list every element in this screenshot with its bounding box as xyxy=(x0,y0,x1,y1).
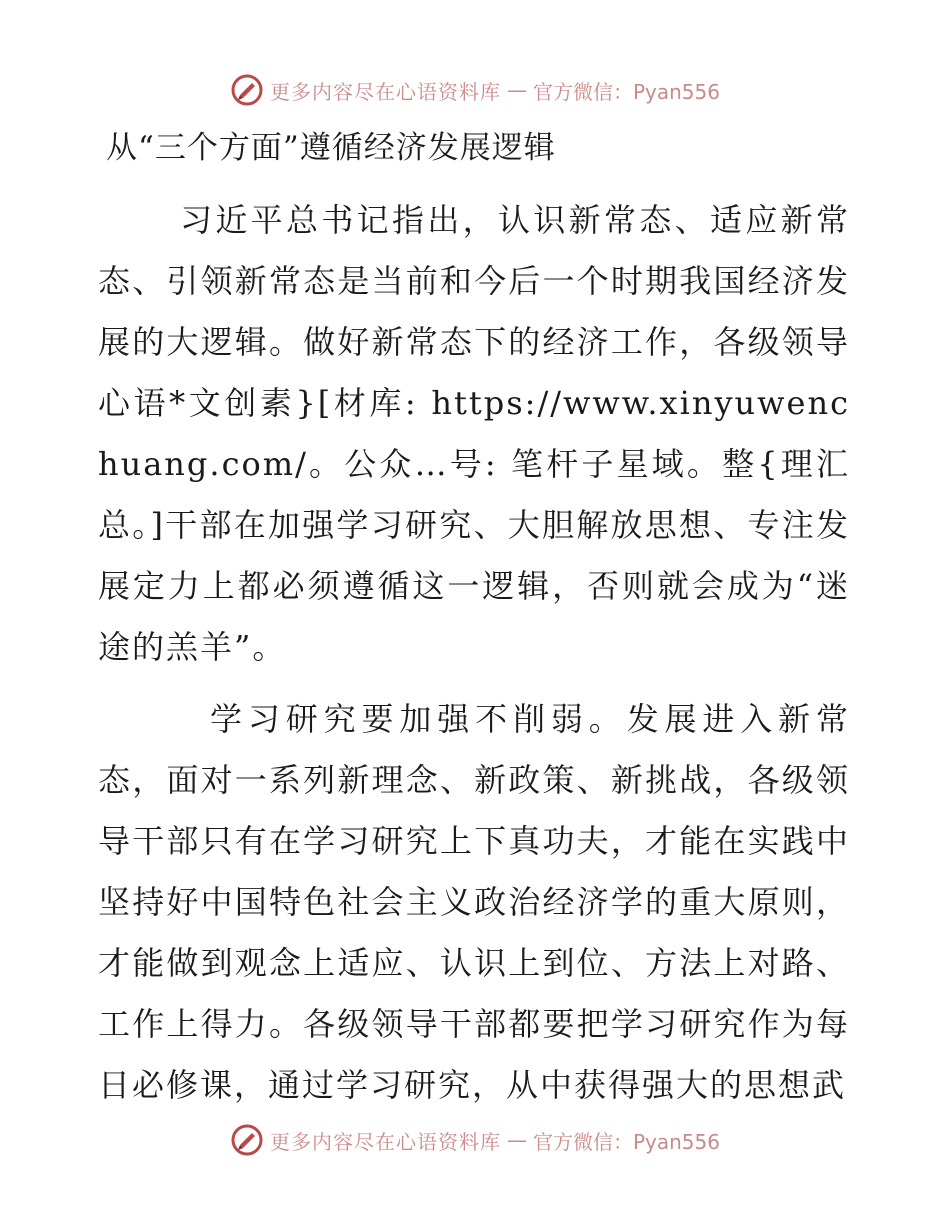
watermark-wechat: 官方微信：Pyan556 xyxy=(532,1129,720,1154)
watermark-dash: — xyxy=(506,78,527,102)
watermark-text: 更多内容尽在心语资料库 xyxy=(269,79,501,104)
paragraph-1: 习近平总书记指出，认识新常态、适应新常态、引领新常态是当前和今后一个时期我国经济发展的大逻辑。做好新常态下的经济工作，各级领导心语*文创素}[材库: https://www.xinyuwenchuang.com/。公众…号: 笔杆子星域。整{理汇总。]干部在加强学习研究、大胆解放思想、专注发展定力上都必须遵循这一逻辑，否则就会成为“迷途的羔羊”。 xyxy=(98,201,850,666)
watermark-dash: — xyxy=(506,1128,527,1152)
watermark-wechat: 官方微信：Pyan556 xyxy=(532,79,720,104)
document-title: 从“三个方面”遵循经济发展逻辑 xyxy=(106,130,556,166)
paragraph-2: 学习研究要加强不削弱。发展进入新常态，面对一系列新理念、新政策、新挑战，各级领导干部只有在学习研究上下真功夫，才能在实践中坚持好中国特色社会主义政治经济学的重大原则，才能做到观念上适应、认识上到位、方法上对路、工作上得力。各级领导干部都要把学习研究作为每日必修课，通过学习研究，从中获得强大的思想武 xyxy=(98,700,850,1104)
watermark-text: 更多内容尽在心语资料库 xyxy=(269,1129,501,1154)
document-body xyxy=(98,190,850,1116)
watermark-header xyxy=(0,70,950,110)
watermark-footer xyxy=(0,1120,950,1160)
brand-logo-icon xyxy=(230,1123,264,1157)
brand-logo-icon xyxy=(230,73,264,107)
